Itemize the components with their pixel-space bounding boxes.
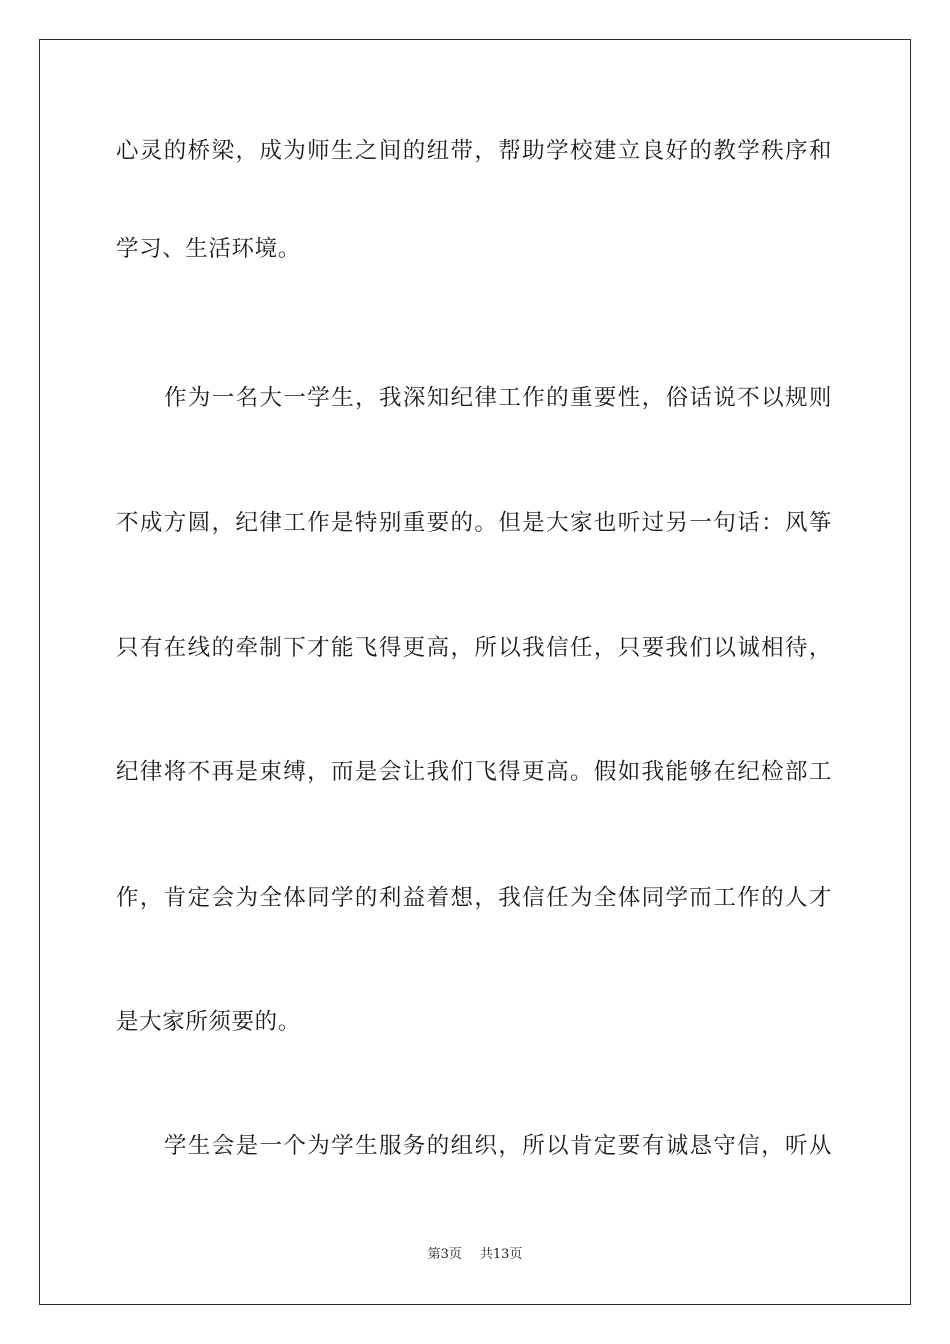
page-number: 第3页 xyxy=(427,1247,462,1262)
text-line: 不成方圆，纪律工作是特别重要的。但是大家也听过另一句话：风筝 xyxy=(116,510,832,536)
text-line: 只有在线的牵制下才能飞得更高，所以我信任，只要我们以诚相待， xyxy=(116,635,832,661)
text-line: 作，肯定会为全体同学的利益着想，我信任为全体同学而工作的人才 xyxy=(116,885,832,911)
text-line: 学习、生活环境。 xyxy=(116,236,301,262)
page-footer xyxy=(0,1246,950,1264)
text-line: 心灵的桥梁，成为师生之间的纽带，帮助学校建立良好的教学秩序和 xyxy=(116,138,832,164)
page-border xyxy=(39,39,911,1305)
page-total: 共13页 xyxy=(479,1247,523,1262)
text-line-paragraph-start: 学生会是一个为学生服务的组织，所以肯定要有诚恳守信，听从 xyxy=(164,1133,832,1159)
text-line: 是大家所须要的。 xyxy=(116,1009,301,1035)
text-line-paragraph-start: 作为一名大一学生，我深知纪律工作的重要性，俗话说不以规则 xyxy=(164,385,832,411)
text-line: 纪律将不再是束缚，而是会让我们飞得更高。假如我能够在纪检部工 xyxy=(116,759,832,785)
